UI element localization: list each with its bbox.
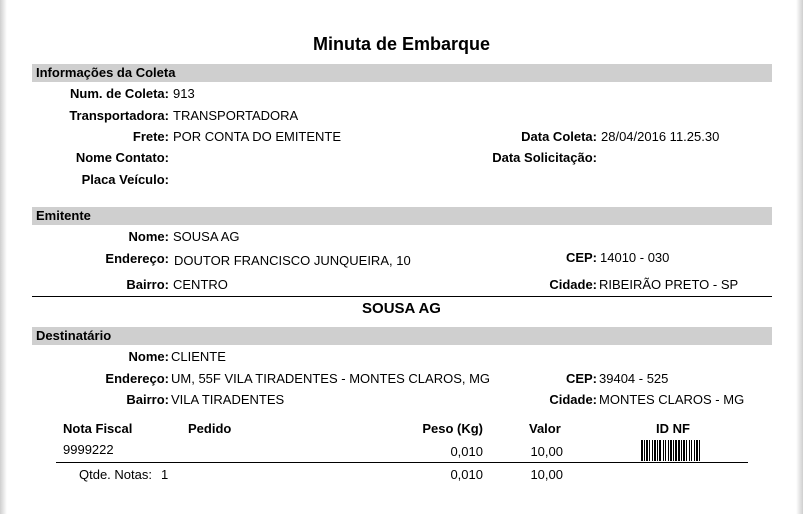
emitente-endereco-value: DOUTOR FRANCISCO JUNQUEIRA, 10: [174, 253, 411, 268]
total-notas-count: 1: [161, 467, 169, 482]
emitente-bairro-label: Bairro:: [126, 277, 169, 292]
destinatario-section-title: Destinatário: [36, 328, 112, 343]
barcode-icon: [641, 440, 716, 461]
destinatario-cidade-label: Cidade:: [549, 392, 597, 407]
num-coleta-value: 913: [173, 86, 195, 101]
transportadora-label: Transportadora:: [69, 108, 169, 123]
company-name-heading: SOUSA AG: [362, 300, 441, 317]
destinatario-endereco-value: UM, 55F VILA TIRADENTES - MONTES CLAROS, MG: [171, 371, 491, 386]
peso-cell: 0,010: [450, 444, 483, 459]
emitente-section-band: [32, 207, 772, 225]
destinatario-bairro-label: Bairro:: [126, 392, 169, 407]
placa-veiculo-label: Placa Veículo:: [81, 172, 169, 187]
page-shadow-right: [796, 0, 803, 514]
emitente-endereco-label: Endereço:: [105, 251, 169, 266]
total-notas-label: Qtde. Notas:: [79, 467, 152, 482]
col-header-id-nf: ID NF: [656, 421, 690, 436]
data-coleta-label: Data Coleta:: [521, 129, 597, 144]
transportadora-value: TRANSPORTADORA: [173, 108, 299, 123]
destinatario-cidade-value: MONTES CLAROS - MG: [599, 392, 745, 407]
col-header-valor: Valor: [529, 421, 561, 436]
emitente-cep-label: CEP:: [565, 250, 597, 265]
emitente-cidade-value: RIBEIRÃO PRETO - SP: [599, 277, 739, 292]
emitente-nome-label: Nome:: [128, 229, 169, 244]
page-shadow-left: [0, 0, 7, 514]
num-coleta-label: Num. de Coleta:: [70, 86, 169, 101]
nota-fiscal-cell: 9999222: [63, 442, 114, 457]
nome-contato-label: Nome Contato:: [75, 150, 169, 165]
emitente-cep-value: 14010 - 030: [600, 250, 670, 265]
notas-divider: [56, 462, 748, 463]
destinatario-cep-value: 39404 - 525: [599, 371, 669, 386]
total-peso: 0,010: [450, 467, 483, 482]
col-header-nota-fiscal: Nota Fiscal: [63, 421, 133, 436]
emitente-section-title: Emitente: [36, 208, 91, 223]
total-valor: 10,00: [530, 467, 563, 482]
emitente-bairro-value: CENTRO: [173, 277, 228, 292]
destinatario-cep-label: CEP:: [565, 371, 597, 386]
col-header-pedido: Pedido: [188, 421, 232, 436]
data-solicitacao-label: Data Solicitação:: [492, 150, 597, 165]
data-coleta-value: 28/04/2016 11.25.30: [601, 129, 720, 144]
valor-cell: 10,00: [530, 444, 563, 459]
emitente-nome-value: SOUSA AG: [173, 229, 240, 244]
destinatario-bairro-value: VILA TIRADENTES: [171, 392, 285, 407]
col-header-peso: Peso (Kg): [422, 421, 483, 436]
coleta-section-title: Informações da Coleta: [36, 65, 176, 80]
frete-value: POR CONTA DO EMITENTE: [173, 129, 342, 144]
page-title: Minuta de Embarque: [312, 34, 491, 54]
destinatario-nome-value: CLIENTE: [171, 349, 226, 364]
destinatario-endereco-label: Endereço:: [105, 371, 169, 386]
emitente-cidade-label: Cidade:: [549, 277, 597, 292]
emitente-divider: [32, 296, 772, 297]
destinatario-nome-label: Nome:: [128, 349, 169, 364]
destinatario-section-band: [32, 327, 772, 345]
frete-label: Frete:: [132, 129, 169, 144]
